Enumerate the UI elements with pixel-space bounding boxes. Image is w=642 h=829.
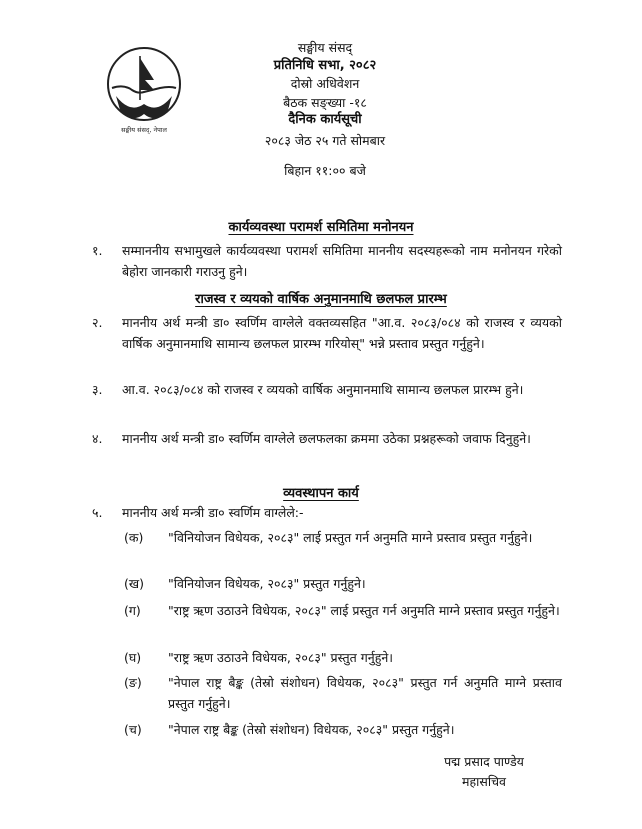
item-number: १. <box>92 243 103 258</box>
subitem-text: "विनियोजन विधेयक, २०८३" लाई प्रस्तुत गर्न अनुमति माग्ने प्रस्ताव प्रस्तुत गर्नुहुने। <box>168 530 533 545</box>
agenda-subitem-kha <box>124 573 562 595</box>
agenda-subitem-ka <box>124 527 562 571</box>
header-org: सङ्घीय संसद् <box>297 40 353 55</box>
subitem-number: (क) <box>124 530 144 545</box>
emblem-caption: सङ्घीय संसद्, नेपाल <box>121 126 167 134</box>
item-text: माननीय अर्थ मन्त्री डा० स्वर्णिम वाग्लेले:- <box>122 505 304 520</box>
header-time: बिहान ११:०० बजे <box>284 163 366 178</box>
section-heading-budget: राजस्व र व्ययको वार्षिक अनुमानमाथि छलफल प्रारम्भ <box>195 292 447 307</box>
subitem-text: "नेपाल राष्ट्र बैङ्क (तेस्रो संशोधन) विधेयक, २०८३" प्रस्तुत गर्नुहुने। <box>168 722 455 737</box>
section-heading-committee: कार्यव्यवस्था परामर्श समितिमा मनोनयन <box>228 220 414 235</box>
subitem-number: (च) <box>124 722 142 737</box>
subitem-text: "नेपाल राष्ट्र बैङ्क (तेस्रो संशोधन) विधेयक, २०८३" प्रस्तुत गर्न अनुमति माग्ने प्रस्ताव प्रस्तुत गर्नुहुने। <box>168 675 562 711</box>
agenda-subitem-cha <box>124 719 562 741</box>
agenda-item-1 <box>92 240 562 284</box>
item-number: ४. <box>92 431 103 446</box>
item-text: सम्माननीय सभामुखले कार्यव्यवस्था परामर्श समितिमा माननीय सदस्यहरूको नाम मनोनयन गरेको बेहोरा जानकारी गराउनु हुने। <box>122 243 562 279</box>
item-text: आ.व. २०८३/०८४ को राजस्व र व्ययको वार्षिक अनुमानमाथि सामान्य छलफल प्रारम्भ हुने। <box>122 382 524 397</box>
subitem-number: (ङ) <box>124 675 142 690</box>
signatory-name: पद्म प्रसाद पाण्डेय <box>444 754 524 769</box>
item-text: माननीय अर्थ मन्त्री डा० स्वर्णिम वाग्लेले छलफलका क्रममा उठेका प्रश्नहरूको जवाफ दिनुहुने। <box>122 431 531 446</box>
subitem-number: (ख) <box>124 576 144 591</box>
header-house: प्रतिनिधि सभा, २०८२ <box>273 58 377 73</box>
item-number: ५. <box>92 505 103 520</box>
subitem-number: (ग) <box>124 603 141 618</box>
agenda-item-2 <box>92 312 562 376</box>
agenda-subitem-nga <box>124 672 562 716</box>
subitem-text: "विनियोजन विधेयक, २०८३" प्रस्तुत गर्नुहुने। <box>168 576 366 591</box>
item-text: माननीय अर्थ मन्त्री डा० स्वर्णिम वाग्लेले वक्तव्यसहित "आ.व. २०८३/०८४ को राजस्व र व्ययको वार्षिक अनुमानमाथि सामान्य छलफल प्रारम्भ गरियोस्" भन्ने प्रस्ताव प्रस्तुत गर्नुहुने। <box>122 315 562 351</box>
item-number: २. <box>92 315 103 330</box>
header-session: दोस्रो अधिवेशन <box>290 76 360 91</box>
page-title: दैनिक कार्यसूची <box>288 112 362 127</box>
parliament-emblem-icon <box>104 44 184 136</box>
header-date: २०८३ जेठ २५ गते सोमबार <box>264 133 386 148</box>
agenda-subitem-ga <box>124 600 562 644</box>
agenda-item-3 <box>92 379 562 423</box>
agenda-item-5 <box>92 502 562 524</box>
subitem-text: "राष्ट्र ऋण उठाउने विधेयक, २०८३" लाई प्रस्तुत गर्न अनुमति माग्ने प्रस्ताव प्रस्तुत गर्नुहुने। <box>168 603 560 618</box>
header-meeting-number: बैठक सङ्ख्या -१८ <box>283 95 367 110</box>
item-number: ३. <box>92 382 103 397</box>
subitem-text: "राष्ट्र ऋण उठाउने विधेयक, २०८३" प्रस्तुत गर्नुहुने। <box>168 650 394 665</box>
agenda-item-4 <box>92 428 562 472</box>
section-heading-legislation: व्यवस्थापन कार्य <box>283 486 359 501</box>
agenda-subitem-gha <box>124 647 562 669</box>
signatory-title: महासचिव <box>462 774 506 789</box>
subitem-number: (घ) <box>124 650 142 665</box>
